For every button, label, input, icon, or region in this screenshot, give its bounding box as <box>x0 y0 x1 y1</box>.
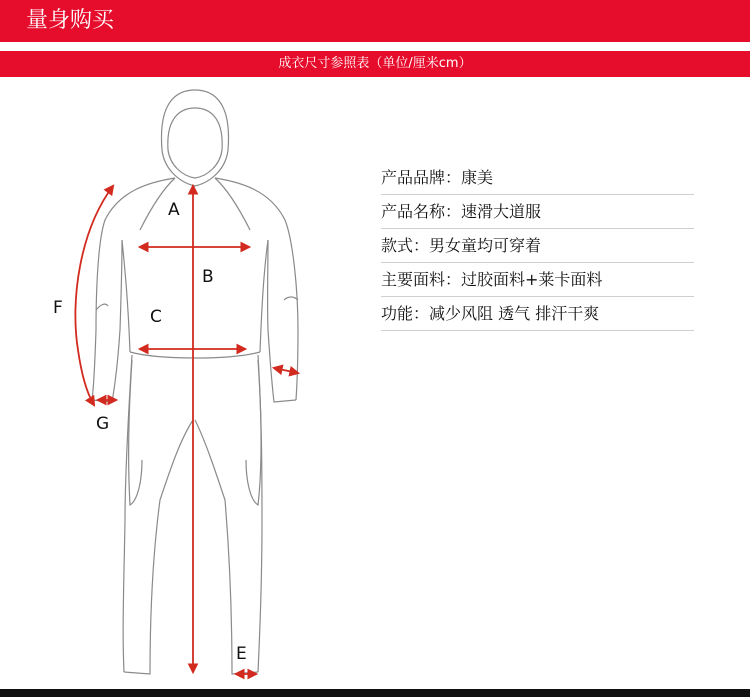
info-row-fabric <box>381 264 694 297</box>
info-row-style <box>381 230 694 263</box>
bottom-bar <box>0 689 750 697</box>
jacket-outline <box>92 178 298 402</box>
label-b: B <box>202 267 214 287</box>
label-g: G <box>96 414 110 434</box>
info-row-brand <box>381 162 694 195</box>
info-label: 款式： <box>381 236 430 255</box>
info-label: 主要面料： <box>381 270 462 289</box>
info-value: 减少风阻 透气 排汗干爽 <box>429 304 600 323</box>
info-label: 产品名称： <box>381 202 462 221</box>
info-label: 产品品牌： <box>381 168 462 187</box>
measure-line-wrist <box>274 368 298 373</box>
label-c: C <box>150 307 162 327</box>
page-title: 量身购买 <box>26 8 115 33</box>
bodysuit-measurement-figure <box>0 80 370 689</box>
info-value: 男女童均可穿着 <box>429 236 542 255</box>
size-chart-subtitle: 成衣尺寸参照表（单位/厘米cm） <box>278 56 472 71</box>
label-f: F <box>53 298 63 318</box>
hood-outline <box>161 90 228 186</box>
info-value: 速滑大道服 <box>461 202 542 221</box>
info-value: 过胶面料+莱卡面料 <box>461 270 603 289</box>
info-row-name <box>381 196 694 229</box>
page-title-banner <box>0 0 750 42</box>
info-label: 功能： <box>381 304 430 323</box>
info-value: 康美 <box>461 168 494 187</box>
label-e: E <box>236 644 247 664</box>
info-row-function <box>381 298 694 331</box>
label-a: A <box>168 200 180 220</box>
size-chart-subtitle-bar <box>0 51 750 77</box>
